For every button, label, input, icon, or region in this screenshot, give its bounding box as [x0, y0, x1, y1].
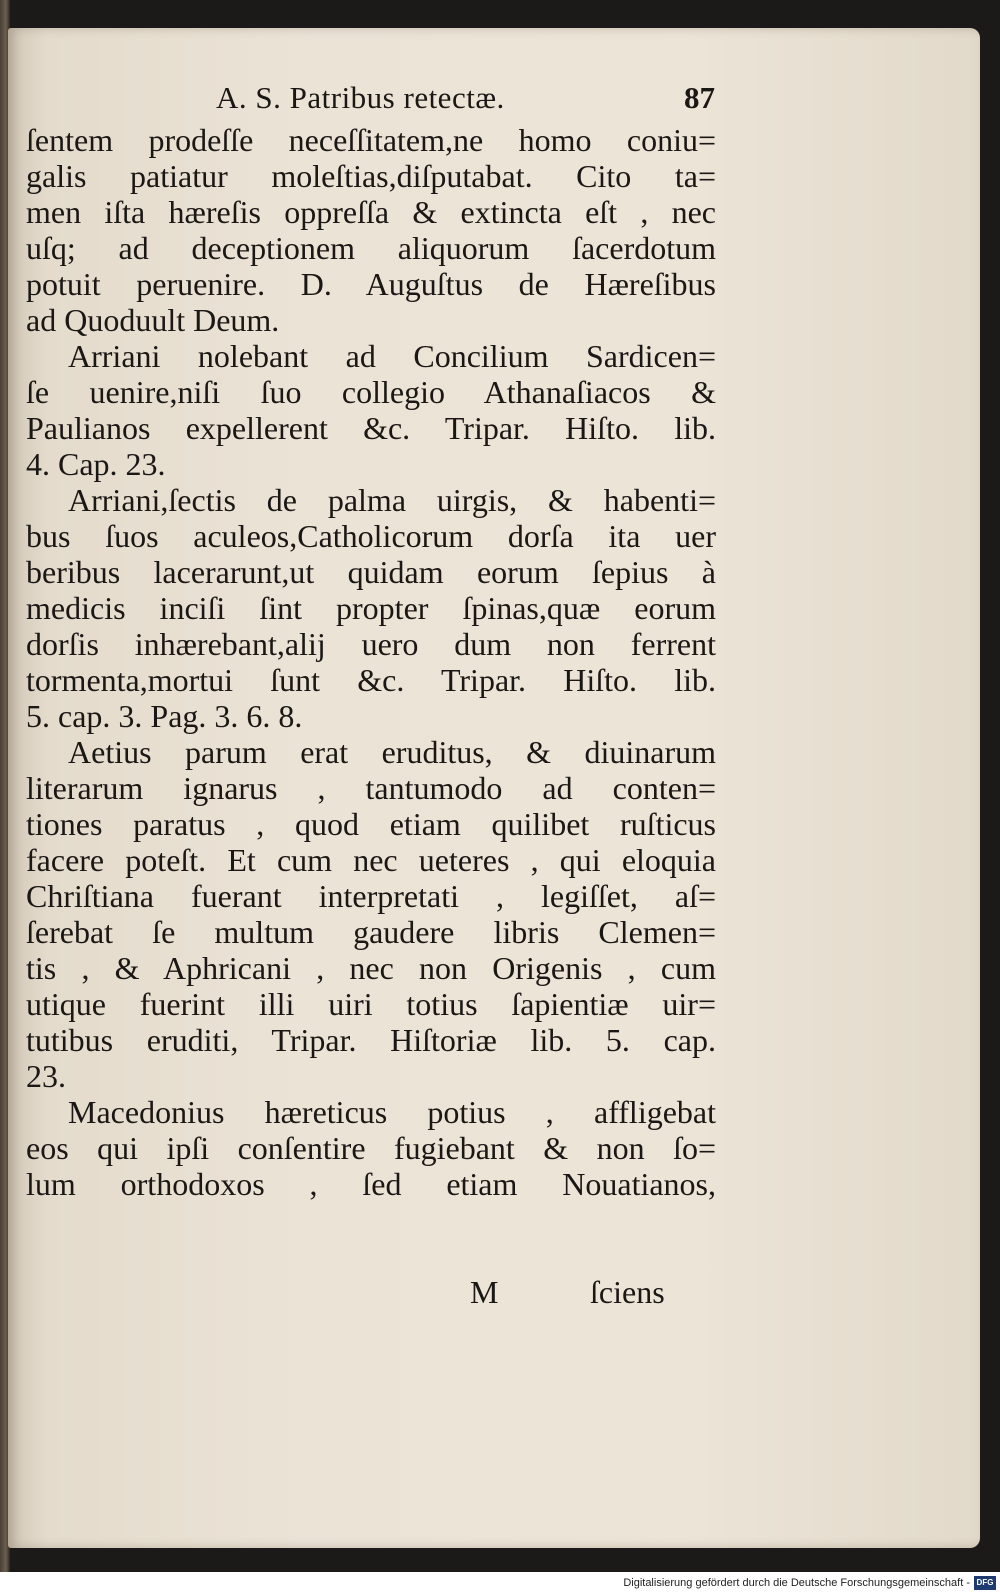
text-line: bus ſuos aculeos,Catholicorum dorſa ita uer — [26, 518, 716, 554]
text-line: literarum ignarus , tantumodo ad conten= — [26, 770, 716, 806]
text-line: tutibus eruditi, Tripar. Hiſtoriæ lib. 5. cap. — [26, 1022, 716, 1058]
text-line: dorſis inhærebant,alij uero dum non ferrent — [26, 626, 716, 662]
catchword: ſciens — [590, 1274, 665, 1310]
text-line: uſq; ad deceptionem aliquorum ſacerdotum — [26, 230, 716, 266]
page-number: 87 — [684, 80, 715, 115]
text-line: tis , & Aphricani , nec non Origenis , cum — [26, 950, 716, 986]
text-line: 4. Cap. 23. — [26, 446, 166, 482]
book-page — [8, 28, 980, 1548]
text-line: ſe uenire,niſi ſuo collegio Athanaſiacos & — [26, 374, 716, 410]
text-line: Macedonius hæreticus potius , affligebat — [68, 1094, 716, 1130]
text-line: potuit peruenire. D. Auguſtus de Hæreſibus — [26, 266, 716, 302]
text-line: utique fuerint illi uiri totius ſapientiæ uir= — [26, 986, 716, 1022]
dfg-logo-icon: DFG — [974, 1576, 996, 1590]
page-footer — [8, 1274, 980, 1310]
signature-mark: M — [470, 1274, 499, 1310]
digitization-footer — [0, 1572, 1000, 1596]
running-title: A. S. Patribus retectæ. — [216, 80, 505, 115]
text-line: tormenta,mortui ſunt &c. Tripar. Hiſto. lib. — [26, 662, 716, 698]
page-header — [8, 80, 980, 126]
text-line: Arriani,ſectis de palma uirgis, & habenti= — [68, 482, 716, 518]
digitization-credit: Digitalisierung gefördert durch die Deutsche Forschungsgemeinschaft - — [623, 1577, 970, 1589]
body-text — [26, 122, 716, 1202]
text-line: 5. cap. 3. Pag. 3. 6. 8. — [26, 698, 303, 734]
text-line: galis patiatur moleſtias,diſputabat. Cito ta= — [26, 158, 716, 194]
text-line: lum orthodoxos , ſed etiam Nouatianos, — [26, 1166, 716, 1202]
text-line: beribus lacerarunt,ut quidam eorum ſepius à — [26, 554, 716, 590]
text-line: tiones paratus , quod etiam quilibet ruſticus — [26, 806, 716, 842]
text-line: facere poteſt. Et cum nec ueteres , qui eloquia — [26, 842, 716, 878]
text-line: ſerebat ſe multum gaudere libris Clemen= — [26, 914, 716, 950]
text-line: ad Quoduult Deum. — [26, 302, 280, 338]
text-line: Chriſtiana fuerant interpretati , legiſſet, aſ= — [26, 878, 716, 914]
text-line: Arriani nolebant ad Concilium Sardicen= — [68, 338, 716, 374]
text-line: ſentem prodeſſe neceſſitatem,ne homo coniu= — [26, 122, 716, 158]
text-line: eos qui ipſi conſentire fugiebant & non ſo= — [26, 1130, 716, 1166]
text-line: medicis inciſi ſint propter ſpinas,quæ eorum — [26, 590, 716, 626]
text-line: Aetius parum erat eruditus, & diuinarum — [68, 734, 716, 770]
text-line: Paulianos expellerent &c. Tripar. Hiſto. lib. — [26, 410, 716, 446]
text-line: men iſta hæreſis oppreſſa & extincta eſt , nec — [26, 194, 716, 230]
text-line: 23. — [26, 1058, 66, 1094]
